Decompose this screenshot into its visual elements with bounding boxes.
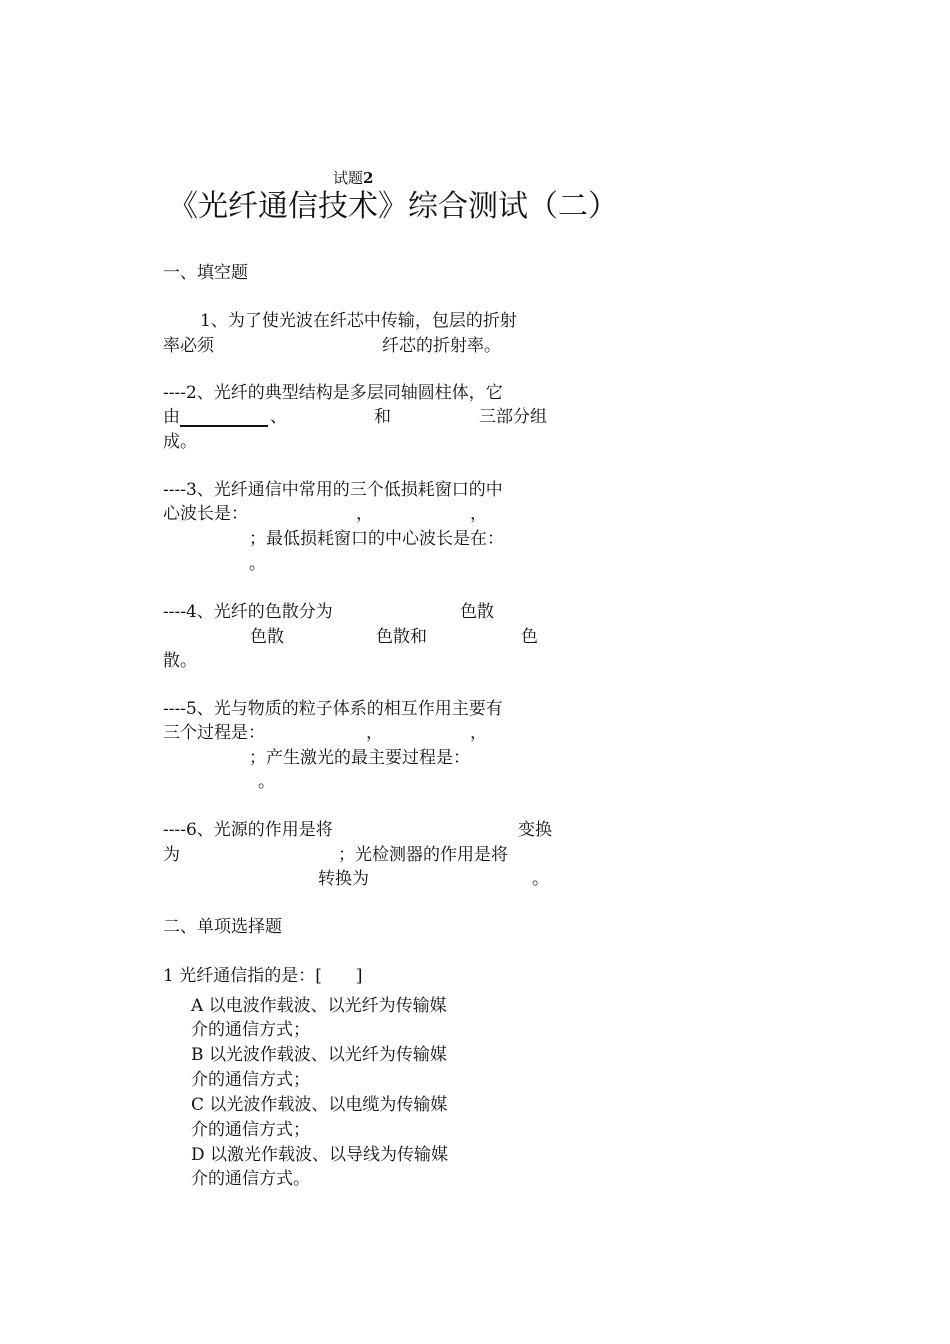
q1-line2a: 率必须 [163,336,214,356]
q2-line1: ----2、光纤的典型结构是多层同轴圆柱体，它 [163,383,503,403]
subtitle-text: 试题 [333,169,364,187]
mc-q1-option-d-line1: D 以激光作载波、以导线为传输媒 [191,1145,449,1165]
q4-line3: 散。 [163,651,197,671]
mc-q1-option-d-line2: 介的通信方式。 [191,1169,310,1189]
q3-line2a: 心波长是： [163,504,248,524]
q2-line2c: 和 [374,407,391,427]
section-heading-fill-in: 一、填空题 [163,263,248,283]
mc-q1-option-c-line2: 介的通信方式； [191,1120,310,1140]
q6-line2b: ；光检测器的作用是将 [338,845,508,865]
q4-line1a: ----4、光纤的色散分为 [163,602,333,622]
mc-q1-option-a-line2: 介的通信方式； [191,1020,310,1040]
q6-line2a: 为 [163,845,180,865]
q3-line3: ；最低损耗窗口的中心波长是在： [249,529,504,549]
q5-line2c: ， [470,723,487,743]
q6-line1b: 变换 [518,820,552,840]
q4-line2a: 色散 [250,627,284,647]
q1-line2b: 纤芯的折射率。 [382,336,501,356]
mc-q1-option-a-line1: A 以电波作载波、以光纤为传输媒 [191,996,447,1016]
q2-line2d: 三部分组 [479,407,547,427]
section-heading-single-choice: 二、单项选择题 [163,917,282,937]
q3-line4: 。 [249,554,266,574]
q4-line2b: 色散和 [376,627,427,647]
q1-line1: 1、为了使光波在纤芯中传输，包层的折射 [200,311,517,331]
q6-line3b: 。 [532,869,549,889]
q5-line2a: 三个过程是： [163,723,265,743]
page-title: 《光纤通信技术》综合测试（二） [168,189,618,224]
q2-line2b: 、 [270,407,287,427]
q6-line1a: ----6、光源的作用是将 [163,820,333,840]
q2-line3: 成。 [163,432,197,452]
q5-line2b: ， [366,723,383,743]
mc-q1-stem: 1 光纤通信指的是：[ ] [163,966,363,986]
q2-line2a: 由 [163,407,180,427]
q3-line1: ----3、光纤通信中常用的三个低损耗窗口的中 [163,480,503,500]
q5-line4: 。 [258,772,275,792]
exam-subtitle [333,171,373,186]
mc-q1-option-c-line1: C 以光波作载波、以电缆为传输媒 [191,1095,448,1115]
q3-line2c: ， [470,504,487,524]
q2-answer-blank [180,425,268,427]
q5-line1: ----5、光与物质的粒子体系的相互作用主要有 [163,699,503,719]
mc-q1-option-b-line1: B 以光波作载波、以光纤为传输媒 [191,1045,447,1065]
q4-line1b: 色散 [460,602,494,622]
subtitle-number: 2 [363,169,374,187]
q3-line2b: ， [356,504,373,524]
q6-line3a: 转换为 [318,869,369,889]
mc-q1-option-b-line2: 介的通信方式； [191,1070,310,1090]
q4-line2c: 色 [521,627,538,647]
q5-line3: ；产生激光的最主要过程是： [249,748,470,768]
